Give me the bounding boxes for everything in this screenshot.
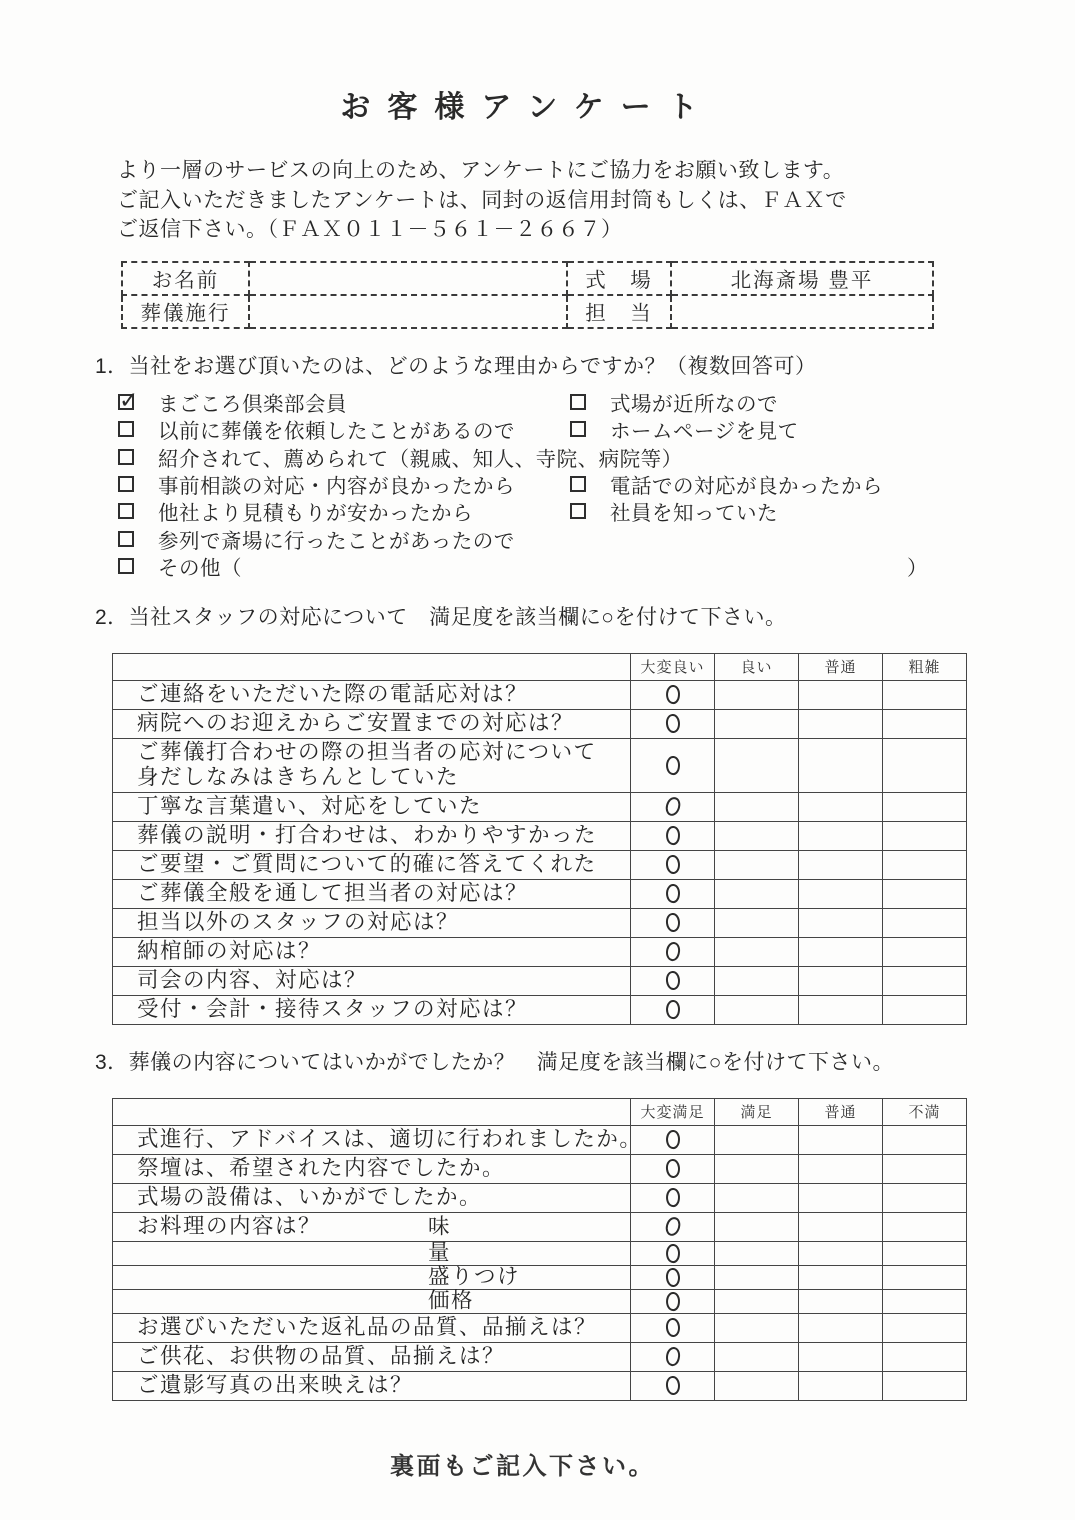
- survey-row: [113, 966, 967, 995]
- answer-cell[interactable]: [799, 850, 883, 879]
- question3-heading: 3．葬儀の内容についてはいかがでしたか？ 満足度を該当欄に○を付けて下さい。: [95, 1050, 894, 1074]
- survey-row: [113, 821, 967, 850]
- question-cell: [113, 1313, 631, 1342]
- answer-cell[interactable]: [631, 1313, 715, 1342]
- question-text: お選びいただいた返礼品の品質、品揃えは？: [137, 1314, 598, 1339]
- question-text: 病院へのお迎えからご安置までの対応は？: [137, 710, 575, 735]
- survey-row: [113, 1289, 967, 1313]
- checkbox-option[interactable]: [118, 442, 683, 472]
- checkbox-option[interactable]: [118, 387, 570, 417]
- checkbox-icon[interactable]: [570, 476, 586, 492]
- rating-column-header: 不満: [883, 1098, 967, 1125]
- info-row-2: [122, 295, 933, 328]
- question-cell: [113, 966, 631, 995]
- answer-cell[interactable]: [631, 680, 715, 709]
- question-cell: [113, 1371, 631, 1400]
- checkbox-icon[interactable]: [570, 421, 586, 437]
- check-mark-icon: ✓: [119, 387, 139, 414]
- option-label: ホームページを見て: [610, 420, 799, 444]
- question-sub-text: 価格: [428, 1288, 475, 1313]
- rating-header-row: [113, 1098, 967, 1125]
- survey-row: [113, 738, 967, 792]
- question-cell: [113, 1265, 631, 1289]
- answer-cell[interactable]: [715, 1342, 799, 1371]
- circle-mark-icon: [665, 1187, 681, 1207]
- answer-cell[interactable]: [799, 995, 883, 1024]
- survey-row: [113, 1125, 967, 1154]
- answer-cell[interactable]: [715, 1371, 799, 1400]
- circle-mark-icon: [664, 970, 680, 991]
- intro-line-1: より一層のサービスの向上のため、アンケートにご協力をお願い致します。: [117, 159, 845, 182]
- answer-cell[interactable]: [631, 1154, 715, 1183]
- q1-options: [118, 389, 930, 580]
- q1-option-row: [118, 498, 930, 525]
- answer-cell[interactable]: [715, 709, 799, 738]
- circle-mark-icon: [665, 1243, 681, 1263]
- answer-cell[interactable]: [799, 1241, 883, 1265]
- checkbox-icon[interactable]: [570, 503, 586, 519]
- question-column-header: [113, 653, 631, 680]
- answer-cell[interactable]: [883, 1265, 967, 1289]
- circle-mark-icon: [664, 1267, 680, 1288]
- answer-cell[interactable]: [883, 1241, 967, 1265]
- survey-row: [113, 1212, 967, 1241]
- staff-label: 担 当: [567, 295, 671, 328]
- survey-row: [113, 680, 967, 709]
- question-cell: [113, 879, 631, 908]
- option-label: その他（: [158, 556, 242, 580]
- option-label: 紹介されて、薦められて（親戚、知人、寺院、病院等）: [158, 447, 683, 471]
- answer-cell[interactable]: [715, 995, 799, 1024]
- answer-cell[interactable]: [631, 1183, 715, 1212]
- question-cell: [113, 850, 631, 879]
- answer-cell[interactable]: [799, 966, 883, 995]
- checkbox-option[interactable]: [570, 387, 778, 417]
- answer-cell[interactable]: [715, 966, 799, 995]
- answer-cell[interactable]: [883, 1212, 967, 1241]
- checkbox-option[interactable]: [118, 496, 570, 526]
- answer-cell[interactable]: [631, 1342, 715, 1371]
- footer-note: 裏面もご記入下さい。: [390, 1452, 655, 1480]
- option-label: 以前に葬儀を依頼したことがあるので: [158, 420, 515, 444]
- option-label: 式場が近所なので: [610, 393, 778, 417]
- question-cell: [113, 1183, 631, 1212]
- question-text: ご供花、お供物の品質、品揃えは？: [137, 1343, 506, 1368]
- q1-option-row: [118, 416, 930, 443]
- name-value-field[interactable]: [249, 262, 567, 295]
- answer-cell[interactable]: [799, 1125, 883, 1154]
- rating-column-header: 良い: [715, 653, 799, 680]
- circle-mark-icon: [663, 1216, 681, 1238]
- survey-row: [113, 1183, 967, 1212]
- survey-row: [113, 1371, 967, 1400]
- answer-cell[interactable]: [799, 1313, 883, 1342]
- answer-cell[interactable]: [715, 1212, 799, 1241]
- venue-label: 式 場: [567, 262, 671, 295]
- answer-cell[interactable]: [715, 1154, 799, 1183]
- circle-mark-icon: [665, 755, 681, 775]
- intro-line-2: ご記入いただきましたアンケートは、同封の返信用封筒もしくは、ＦＡＸで: [117, 188, 847, 212]
- question2-heading: 2．当社スタッフの対応について 満足度を該当欄に○を付けて下さい。: [95, 605, 787, 629]
- question-cell: [113, 680, 631, 709]
- answer-cell[interactable]: [883, 1313, 967, 1342]
- info-row-1: [122, 262, 933, 295]
- checkbox-option[interactable]: [570, 469, 883, 499]
- survey-row: [113, 1265, 967, 1289]
- question-text-line2: 身だしなみはきちんとしていた: [137, 764, 460, 789]
- question-sub-text: 量: [428, 1240, 452, 1265]
- checkbox-icon[interactable]: [118, 449, 134, 465]
- answer-cell[interactable]: [799, 1289, 883, 1313]
- answer-cell[interactable]: [715, 1265, 799, 1289]
- answer-cell[interactable]: [715, 1183, 799, 1212]
- intro-line-3: ご返信下さい。（ＦＡＸ０１１－５６１－２６６７）: [117, 218, 623, 241]
- checkbox-checked-icon[interactable]: [118, 387, 139, 414]
- answer-cell[interactable]: [631, 1371, 715, 1400]
- survey-row: [113, 709, 967, 738]
- answer-cell[interactable]: [715, 1313, 799, 1342]
- answer-cell[interactable]: [631, 995, 715, 1024]
- option-label: まごころ倶楽部会員: [158, 393, 347, 417]
- checkbox-option[interactable]: [118, 524, 570, 554]
- funeral-date-value-field[interactable]: [249, 295, 567, 328]
- answer-cell[interactable]: [715, 738, 799, 792]
- question-text: 納棺師の対応は？: [137, 938, 322, 963]
- question-cell: [113, 1212, 631, 1241]
- answer-cell[interactable]: [883, 1371, 967, 1400]
- answer-cell[interactable]: [715, 937, 799, 966]
- answer-cell[interactable]: [631, 1265, 715, 1289]
- circle-mark-icon: [665, 1291, 681, 1311]
- question-text: ご遺影写真の出来映えは？: [137, 1372, 414, 1397]
- page-title: お客様アンケート: [340, 91, 715, 124]
- rating-column-header: 大変良い: [631, 653, 715, 680]
- answer-cell[interactable]: [631, 879, 715, 908]
- rating-column-header: 普通: [799, 653, 883, 680]
- checkbox-option[interactable]: [118, 414, 570, 444]
- question-text: ご連絡をいただいた際の電話応対は？: [137, 681, 529, 706]
- circle-mark-icon: [665, 1129, 681, 1149]
- answer-cell[interactable]: [883, 709, 967, 738]
- question-cell: [113, 937, 631, 966]
- answer-cell[interactable]: [883, 966, 967, 995]
- answer-cell[interactable]: [883, 1342, 967, 1371]
- question-column-header: [113, 1098, 631, 1125]
- answer-cell[interactable]: [799, 1212, 883, 1241]
- circle-mark-icon: [664, 1375, 680, 1396]
- answer-cell[interactable]: [631, 1289, 715, 1313]
- q1-option-row: [118, 552, 930, 579]
- answer-cell[interactable]: [799, 1183, 883, 1212]
- answer-cell[interactable]: [883, 879, 967, 908]
- checkbox-option[interactable]: [118, 469, 570, 499]
- survey-row: [113, 792, 967, 821]
- question-cell: [113, 709, 631, 738]
- question-cell: [113, 821, 631, 850]
- option-label: 他社より見積もりが安かったから: [158, 502, 473, 526]
- answer-cell[interactable]: [631, 850, 715, 879]
- question1-heading: 1．当社をお選び頂いたのは、どのような理由からですか？（複数回答可）: [95, 354, 817, 378]
- q1-option-row: [118, 470, 930, 497]
- answer-cell[interactable]: [715, 850, 799, 879]
- checkbox-icon[interactable]: [570, 394, 586, 410]
- option-label: 参列で斎場に行ったことがあったので: [158, 529, 515, 553]
- answer-cell[interactable]: [799, 709, 883, 738]
- answer-cell[interactable]: [631, 821, 715, 850]
- answer-cell[interactable]: [883, 1125, 967, 1154]
- question-text: ご要望・ご質問について的確に答えてくれた: [137, 851, 597, 876]
- question-sub-text: 盛りつけ: [428, 1264, 521, 1289]
- q1-option-row: [118, 443, 930, 470]
- answer-cell[interactable]: [631, 1125, 715, 1154]
- answer-cell[interactable]: [631, 966, 715, 995]
- venue-value-field[interactable]: 北海斎場 豊平: [671, 262, 933, 295]
- question-cell: [113, 1289, 631, 1313]
- answer-cell[interactable]: [799, 738, 883, 792]
- answer-cell[interactable]: [631, 738, 715, 792]
- funeral-date-label: 葬儀施行: [122, 295, 249, 328]
- circle-mark-icon: [663, 941, 681, 963]
- question-cell: [113, 1125, 643, 1154]
- survey-row: [113, 937, 967, 966]
- answer-cell[interactable]: [799, 1265, 883, 1289]
- survey-row: [113, 908, 967, 937]
- answer-cell[interactable]: [715, 1241, 799, 1265]
- question-text: 司会の内容、対応は？: [137, 967, 368, 992]
- intro-paragraph: [117, 156, 1075, 245]
- answer-cell[interactable]: [799, 1371, 883, 1400]
- answer-cell[interactable]: [883, 1289, 967, 1313]
- question-text: 祭壇は、希望された内容でしたか。: [137, 1155, 506, 1180]
- survey-row: [113, 1342, 967, 1371]
- answer-cell[interactable]: [799, 680, 883, 709]
- checkbox-icon[interactable]: [118, 421, 134, 437]
- staff-rating-table-body: [113, 653, 967, 1024]
- survey-row: [113, 1241, 967, 1265]
- answer-cell[interactable]: [883, 738, 967, 792]
- answer-cell[interactable]: [883, 821, 967, 850]
- answer-cell[interactable]: [883, 792, 967, 821]
- question-cell: [113, 995, 631, 1024]
- answer-cell[interactable]: [799, 821, 883, 850]
- answer-cell[interactable]: [715, 680, 799, 709]
- answer-cell[interactable]: [715, 792, 799, 821]
- circle-mark-icon: [663, 1346, 681, 1368]
- question-cell: [113, 1154, 631, 1183]
- answer-cell[interactable]: [631, 1212, 715, 1241]
- answer-cell[interactable]: [799, 937, 883, 966]
- survey-row: [113, 879, 967, 908]
- question-sub-text: 味: [428, 1214, 452, 1239]
- other-close-paren: ）: [907, 556, 928, 580]
- question-text: 式進行、アドバイスは、適切に行われましたか。: [137, 1126, 643, 1151]
- answer-cell[interactable]: [883, 937, 967, 966]
- answer-cell[interactable]: [715, 1289, 799, 1313]
- answer-cell[interactable]: [883, 908, 967, 937]
- question-cell: [113, 908, 631, 937]
- funeral-content-rating-table: [112, 1098, 967, 1401]
- question-text: 担当以外のスタッフの対応は？: [137, 909, 460, 934]
- staff-value-field[interactable]: [671, 295, 933, 328]
- option-label: 電話での対応が良かったから: [610, 475, 883, 499]
- answer-cell[interactable]: [631, 908, 715, 937]
- info-box: [121, 261, 934, 329]
- question-cell: [113, 738, 631, 792]
- question-text: 葬儀の説明・打合わせは、わかりやすかった: [137, 822, 598, 847]
- answer-cell[interactable]: [799, 1154, 883, 1183]
- answer-cell[interactable]: [799, 879, 883, 908]
- option-label: 社員を知っていた: [610, 502, 778, 526]
- q1-option-row: [118, 389, 930, 416]
- answer-cell[interactable]: [883, 1183, 967, 1212]
- question-text: 丁寧な言葉遣い、対応をしていた: [137, 793, 483, 818]
- question-text: ご葬儀打合わせの際の担当者の応対について: [137, 739, 597, 764]
- answer-cell[interactable]: [799, 1342, 883, 1371]
- answer-cell[interactable]: [631, 709, 715, 738]
- answer-cell[interactable]: [631, 937, 715, 966]
- rating-column-header: 粗雑: [883, 653, 967, 680]
- answer-cell[interactable]: [799, 792, 883, 821]
- question-text: ご葬儀全般を通して担当者の対応は？: [137, 880, 529, 905]
- checkbox-option[interactable]: [570, 496, 778, 526]
- q1-option-row: [118, 525, 930, 552]
- circle-mark-icon: [665, 999, 681, 1019]
- checkbox-option[interactable]: [570, 414, 799, 444]
- answer-cell[interactable]: [715, 908, 799, 937]
- rating-header-row: [113, 653, 967, 680]
- staff-rating-table: [112, 653, 967, 1025]
- question-cell: [113, 1241, 631, 1265]
- question-text: 受付・会計・接待スタッフの対応は？: [137, 996, 529, 1021]
- circle-mark-icon: [664, 713, 680, 734]
- circle-mark-icon: [664, 912, 680, 933]
- answer-cell[interactable]: [631, 792, 715, 821]
- survey-row: [113, 850, 967, 879]
- question-cell: [113, 792, 631, 821]
- circle-mark-icon: [665, 684, 681, 704]
- rating-column-header: 満足: [715, 1098, 799, 1125]
- answer-cell[interactable]: [799, 908, 883, 937]
- checkbox-option[interactable]: [118, 551, 570, 581]
- rating-column-header: 普通: [799, 1098, 883, 1125]
- circle-mark-icon: [664, 1317, 680, 1338]
- name-label: お名前: [122, 262, 249, 295]
- question-cell: [113, 1342, 631, 1371]
- answer-cell[interactable]: [715, 879, 799, 908]
- question-text: お料理の内容は？: [137, 1213, 322, 1238]
- answer-cell[interactable]: [883, 850, 967, 879]
- answer-cell[interactable]: [715, 1125, 799, 1154]
- checkbox-icon[interactable]: [118, 558, 134, 574]
- answer-cell[interactable]: [715, 821, 799, 850]
- checkbox-icon[interactable]: [118, 503, 134, 519]
- answer-cell[interactable]: [883, 1154, 967, 1183]
- circle-mark-icon: [665, 883, 681, 903]
- question-text: 式場の設備は、いかがでしたか。: [137, 1184, 483, 1209]
- rating-column-header: 大変満足: [631, 1098, 715, 1125]
- circle-mark-icon: [664, 854, 680, 875]
- answer-cell[interactable]: [631, 1241, 715, 1265]
- answer-cell[interactable]: [883, 995, 967, 1024]
- answer-cell[interactable]: [883, 680, 967, 709]
- survey-row: [113, 1154, 967, 1183]
- option-label: 事前相談の対応・内容が良かったから: [158, 475, 515, 499]
- survey-row: [113, 995, 967, 1024]
- circle-mark-icon: [665, 825, 681, 845]
- funeral-content-rating-table-body: [113, 1098, 967, 1400]
- circle-mark-icon: [664, 1158, 680, 1179]
- circle-mark-icon: [663, 796, 681, 818]
- checkbox-icon[interactable]: [118, 476, 134, 492]
- survey-row: [113, 1313, 967, 1342]
- checkbox-icon[interactable]: [118, 531, 134, 547]
